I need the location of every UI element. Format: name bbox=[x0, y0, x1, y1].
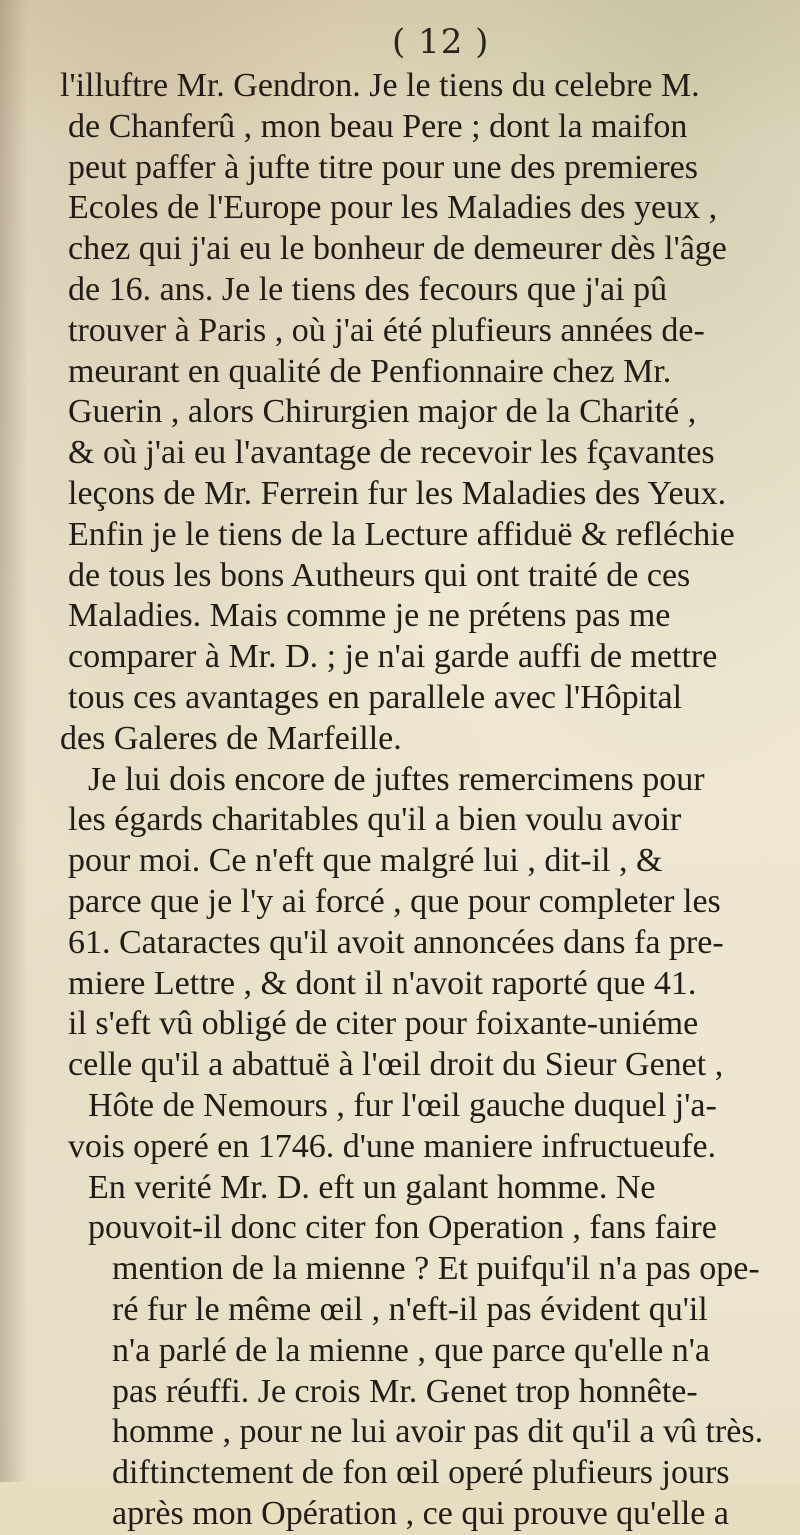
text-line: pouvoit-il donc citer fon Operation , fans faire bbox=[88, 1209, 717, 1247]
text-line: vois operé en 1746. d'une maniere infructueufe. bbox=[68, 1127, 717, 1165]
text-line: parce que je l'y ai forcé , que pour completer les bbox=[68, 882, 721, 920]
text-line: diftinctement de fon œil operé plufieurs jours bbox=[112, 1454, 730, 1492]
text-line: trouver à Paris , où j'ai été plufieurs années de- bbox=[68, 311, 705, 349]
text-line: n'a parlé de la mienne , que parce qu'elle n'a bbox=[112, 1331, 710, 1369]
text-line: de tous les bons Autheurs qui ont traité de ces bbox=[68, 556, 691, 594]
text-line: Enfin je le tiens de la Lecture affiduë & refléchie bbox=[68, 515, 735, 553]
text-line: & où j'ai eu l'avantage de recevoir les fçavantes bbox=[68, 434, 715, 472]
text-line: chez qui j'ai eu le bonheur de demeurer dès l'âge bbox=[68, 230, 727, 268]
page-number: ( 12 ) bbox=[392, 22, 490, 62]
text-line: leçons de Mr. Ferrein fur les Maladies des Yeux. bbox=[68, 474, 727, 512]
text-line: des Galeres de Marfeille. bbox=[60, 719, 402, 757]
text-line: Maladies. Mais comme je ne prétens pas me bbox=[68, 597, 671, 635]
text-line: de Chanferû , mon beau Pere ; dont la maifon bbox=[68, 107, 688, 145]
text-line: pour moi. Ce n'eft que malgré lui , dit-il , & bbox=[68, 842, 663, 880]
text-line: les égards charitables qu'il a bien voulu avoir bbox=[68, 801, 682, 839]
text-line: il s'eft vû obligé de citer pour foixante-uniéme bbox=[68, 1005, 699, 1043]
text-line: l'illuftre Mr. Gendron. Je le tiens du celebre M. bbox=[60, 67, 700, 104]
text-line: pas réuffi. Je crois Mr. Genet trop honnête- bbox=[112, 1372, 698, 1410]
text-line: celle qu'il a abattuë à l'œil droit du Sieur Genet , bbox=[68, 1046, 724, 1084]
text-line: miere Lettre , & dont il n'avoit raporté que 41. bbox=[68, 964, 697, 1002]
text-line: peut paffer à jufte titre pour une des premieres bbox=[68, 148, 698, 186]
text-line: Guerin , alors Chirurgien major de la Charité , bbox=[68, 393, 697, 431]
text-line: Je lui dois encore de juftes remercimens pour bbox=[88, 760, 705, 798]
text-line: homme , pour ne lui avoir pas dit qu'il a vû très. bbox=[112, 1413, 764, 1451]
text-line: de 16. ans. Je le tiens des fecours que j'ai pû bbox=[68, 270, 668, 308]
text-line: tous ces avantages en parallele avec l'Hôpital bbox=[68, 678, 683, 716]
text-line: meurant en qualité de Penfionnaire chez Mr. bbox=[68, 352, 672, 390]
text-line: En verité Mr. D. eft un galant homme. Ne bbox=[88, 1168, 656, 1206]
text-line: comparer à Mr. D. ; je n'ai garde auffi de mettre bbox=[68, 638, 718, 676]
text-line: Hôte de Nemours , fur l'œil gauche duquel j'a- bbox=[88, 1086, 717, 1124]
body-text bbox=[40, 66, 770, 1535]
text-line: après mon Opération , ce qui prouve qu'elle a bbox=[112, 1494, 729, 1532]
text-line: 61. Cataractes qu'il avoit annoncées dans fa pre- bbox=[68, 923, 724, 961]
text-line: Ecoles de l'Europe pour les Maladies des yeux , bbox=[68, 189, 718, 227]
text-line: mention de la mienne ? Et puifqu'il n'a pas ope- bbox=[112, 1250, 760, 1288]
text-line: ré fur le même œil , n'eft-il pas évident qu'il bbox=[112, 1290, 708, 1328]
page-gutter-shadow bbox=[0, 0, 28, 1482]
